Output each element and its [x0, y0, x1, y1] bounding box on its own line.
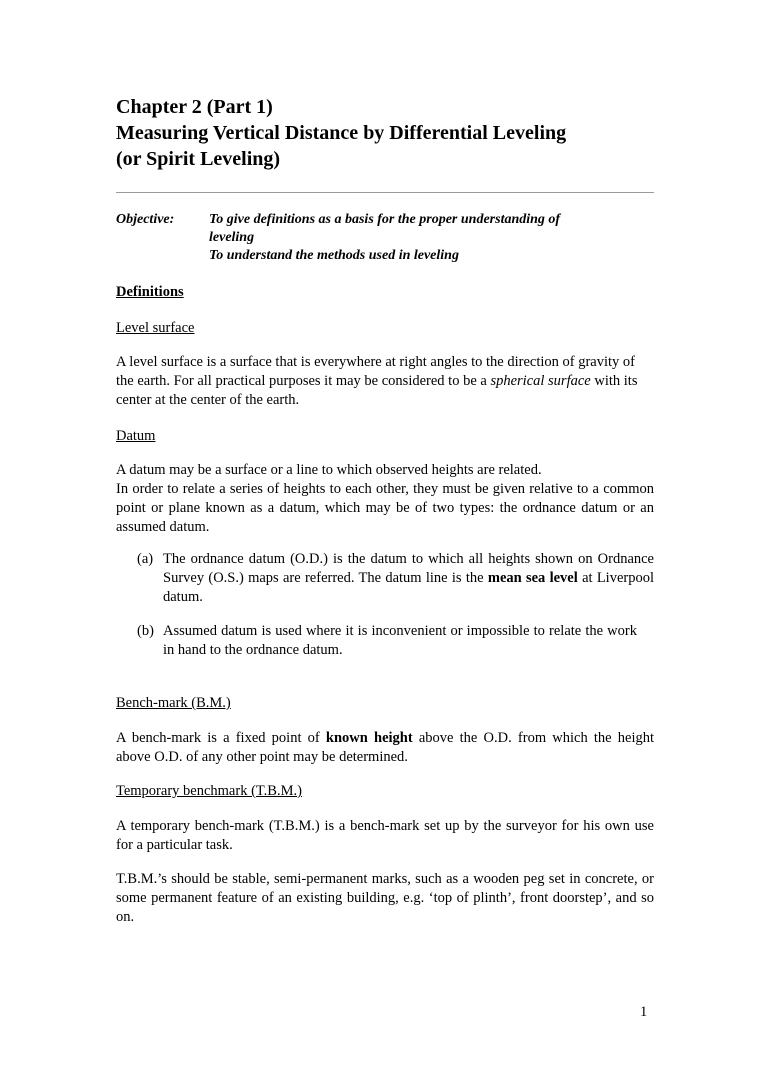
bench-mark-heading: Bench-mark (B.M.): [116, 695, 231, 711]
level-surface-text-end: with its center at the center of the earth.: [116, 373, 638, 408]
level-surface-text: A level surface is a surface that is everywhere at right angles to the direction of gravity of the earth. For all practical purposes it may be considered to be a: [116, 354, 635, 389]
datum-intro: A datum may be a surface or a line to which observed heights are related.: [116, 462, 542, 478]
objective-line: To understand the methods used in leveling: [209, 248, 459, 263]
item-a-text: The ordnance datum (O.D.) is the datum to which all heights shown on Ordnance Survey (O.S.) maps are referred. The datum line is the: [163, 551, 654, 586]
datum-item-b: [137, 622, 637, 660]
objective-line: To give definitions as a basis for the proper understanding of: [209, 212, 561, 227]
tbm-heading: Temporary benchmark (T.B.M.): [116, 783, 302, 799]
tbm-paragraph-1: A temporary bench-mark (T.B.M.) is a bench-mark set up by the surveyor for his own use for a particular task.: [116, 818, 654, 853]
level-surface-emphasis: spherical surface: [490, 373, 591, 389]
bench-mark-bold: known height: [325, 730, 413, 746]
title-divider: [116, 192, 654, 193]
tbm-paragraph-2: T.B.M.’s should be stable, semi-permanent marks, such as a wooden peg set in concrete, or some permanent feature of an existing building, e.g. ‘top of plinth’, front doorstep’, and so on.: [116, 871, 654, 925]
item-label: (a): [137, 551, 154, 567]
page-number: 1: [640, 1004, 648, 1020]
definitions-heading: Definitions: [116, 284, 184, 300]
datum-heading: Datum: [116, 428, 156, 444]
item-a-bold: mean sea level: [487, 570, 578, 586]
bench-mark-paragraph: [116, 729, 654, 767]
title-line: Measuring Vertical Distance by Differential Leveling: [116, 122, 567, 144]
item-text: [163, 550, 654, 607]
objective-line: leveling: [209, 230, 255, 245]
objective-label: Objective:: [116, 212, 175, 227]
item-b-text: Assumed datum is used where it is inconvenient or impossible to relate the work in hand to the ordnance datum.: [163, 623, 637, 658]
level-surface-heading: Level surface: [116, 320, 195, 336]
item-label: (b): [137, 623, 154, 639]
title-line: (or Spirit Leveling): [116, 148, 281, 170]
item-a-text-end: at Liverpool datum.: [163, 570, 654, 605]
bench-mark-text-end: above the O.D. from which the height above O.D. of any other point may be determined.: [116, 730, 655, 765]
title-line: Chapter 2 (Part 1): [116, 96, 273, 118]
datum-paragraph: In order to relate a series of heights to each other, they must be given relative to a common point or plane known as a datum, which may be of two types: the ordnance datum or an assumed datum.: [116, 481, 654, 535]
bench-mark-text: A bench-mark is a fixed point of: [116, 730, 326, 746]
chapter-title: [116, 94, 676, 172]
level-surface-paragraph: [116, 353, 646, 410]
objective-text: [209, 211, 629, 265]
datum-item-a: [137, 550, 654, 607]
